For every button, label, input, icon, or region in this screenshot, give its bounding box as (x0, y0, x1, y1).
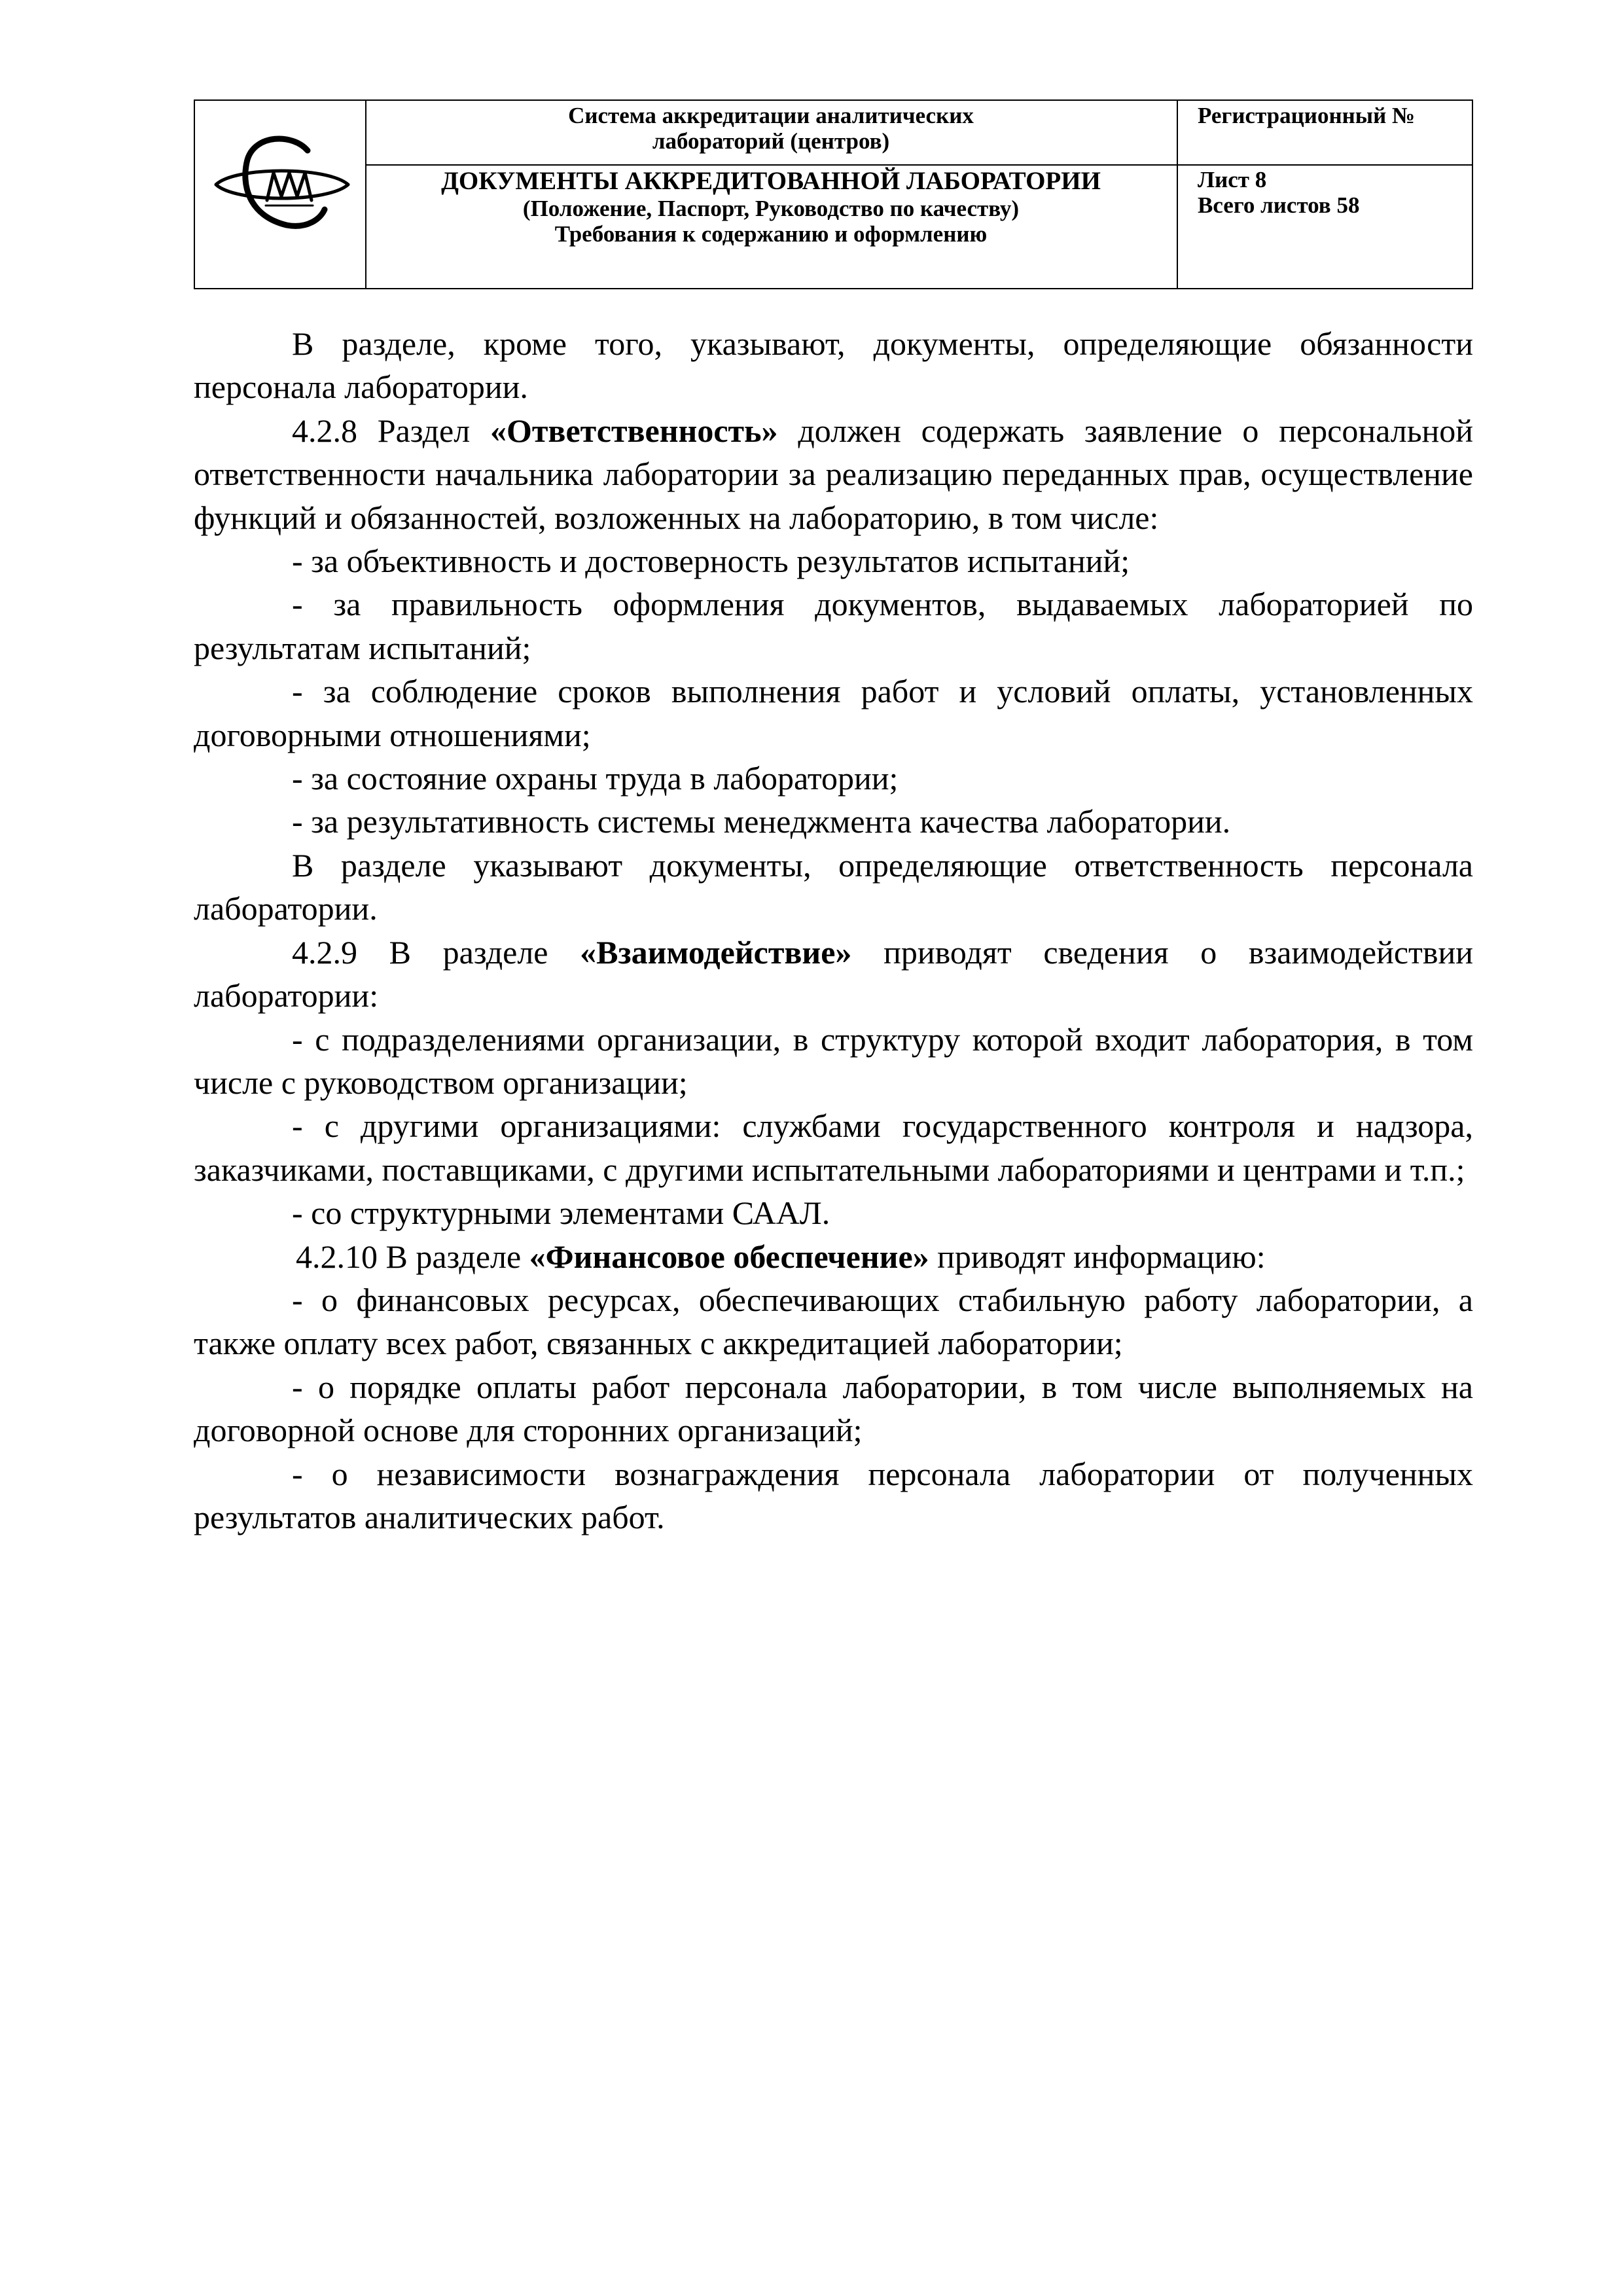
list-item: - с другими организациями: службами государственного контроля и надзора, заказчиками, поставщиками, с другими испытательными лабораториями и центрами и т.п.; (194, 1107, 1473, 1188)
list-item: - со структурными элементами СААЛ. (292, 1194, 830, 1232)
document-title-block (366, 167, 1175, 247)
section-text: должен содержать заявление о персональной ответственности начальника лаборатории за реализацию переданных прав, осуществление функций и обязанностей, возложенных на лабораторию, в том числе: (194, 412, 1474, 536)
section-text: приводят информацию: (929, 1238, 1266, 1275)
list-item: - о порядке оплаты работ персонала лаборатории, в том числе выполняемых на договорной основе для сторонних организаций; (194, 1368, 1473, 1449)
system-line-1: Система аккредитации аналитических (568, 103, 974, 128)
document-subtitle-1: (Положение, Паспорт, Руководство по качеству) (522, 196, 1020, 221)
document-subtitle-2: Требования к содержанию и оформлению (554, 221, 988, 247)
registration-number-label: Регистрационный № (1198, 103, 1416, 128)
document-title: ДОКУМЕНТЫ АККРЕДИТОВАННОЙ ЛАБОРАТОРИИ (441, 167, 1101, 195)
system-line-2: лабораторий (центров) (652, 128, 890, 154)
list-item: - с подразделениями организации, в структуру которой входит лаборатория, в том числе с руководством организации; (194, 1020, 1473, 1101)
section-heading: «Взаимодействие» (580, 933, 852, 971)
list-item: - за соблюдение сроков выполнения работ и условий оплаты, установленных договорными отношениями; (194, 673, 1473, 753)
sheet-number: Лист 8 (1198, 167, 1267, 192)
section-number: 4.2.9 В разделе (292, 933, 580, 971)
section-number: 4.2.10 В разделе (296, 1238, 529, 1275)
list-item: - о независимости вознаграждения персонала лаборатории от полученных результатов аналитических работ. (194, 1455, 1473, 1535)
section-heading: «Ответственность» (490, 412, 778, 449)
list-item: - за правильность оформления документов, выдаваемых лабораторией по результатам испытаний; (194, 586, 1473, 666)
header-divider (365, 164, 1472, 166)
section-number: 4.2.8 Раздел (292, 412, 490, 449)
section-text: приводят сведения о взаимодействии лаборатории: (194, 933, 1473, 1014)
section-heading: «Финансовое обеспечение» (529, 1238, 929, 1275)
paragraph-section-4-2-9 (194, 931, 1473, 1018)
list-item: - за результативность системы менеджмента качества лаборатории. (292, 803, 1231, 840)
list-item: - за состояние охраны труда в лаборатории; (292, 760, 899, 797)
paragraph-section-4-2-8 (194, 409, 1473, 539)
total-sheets: Всего листов 58 (1198, 192, 1360, 218)
paragraph-section-4-2-10 (194, 1235, 1473, 1278)
paragraph: В разделе, кроме того, указывают, документы, определяющие обязанности персонала лаборатории. (194, 325, 1473, 406)
document-body (194, 322, 1473, 1539)
list-item: - за объективность и достоверность результатов испытаний; (292, 543, 1130, 580)
sheet-info (1198, 167, 1359, 218)
saal-logo-icon (209, 119, 353, 237)
header-divider (1177, 101, 1178, 288)
accreditation-system-title (366, 103, 1175, 154)
list-item: - о финансовых ресурсах, обеспечивающих стабильную работу лаборатории, а также оплату всех работ, связанных с аккредитацией лаборатории; (194, 1281, 1473, 1362)
document-header-table (194, 99, 1473, 289)
paragraph: В разделе указывают документы, определяющие ответственность персонала лаборатории. (194, 846, 1473, 927)
